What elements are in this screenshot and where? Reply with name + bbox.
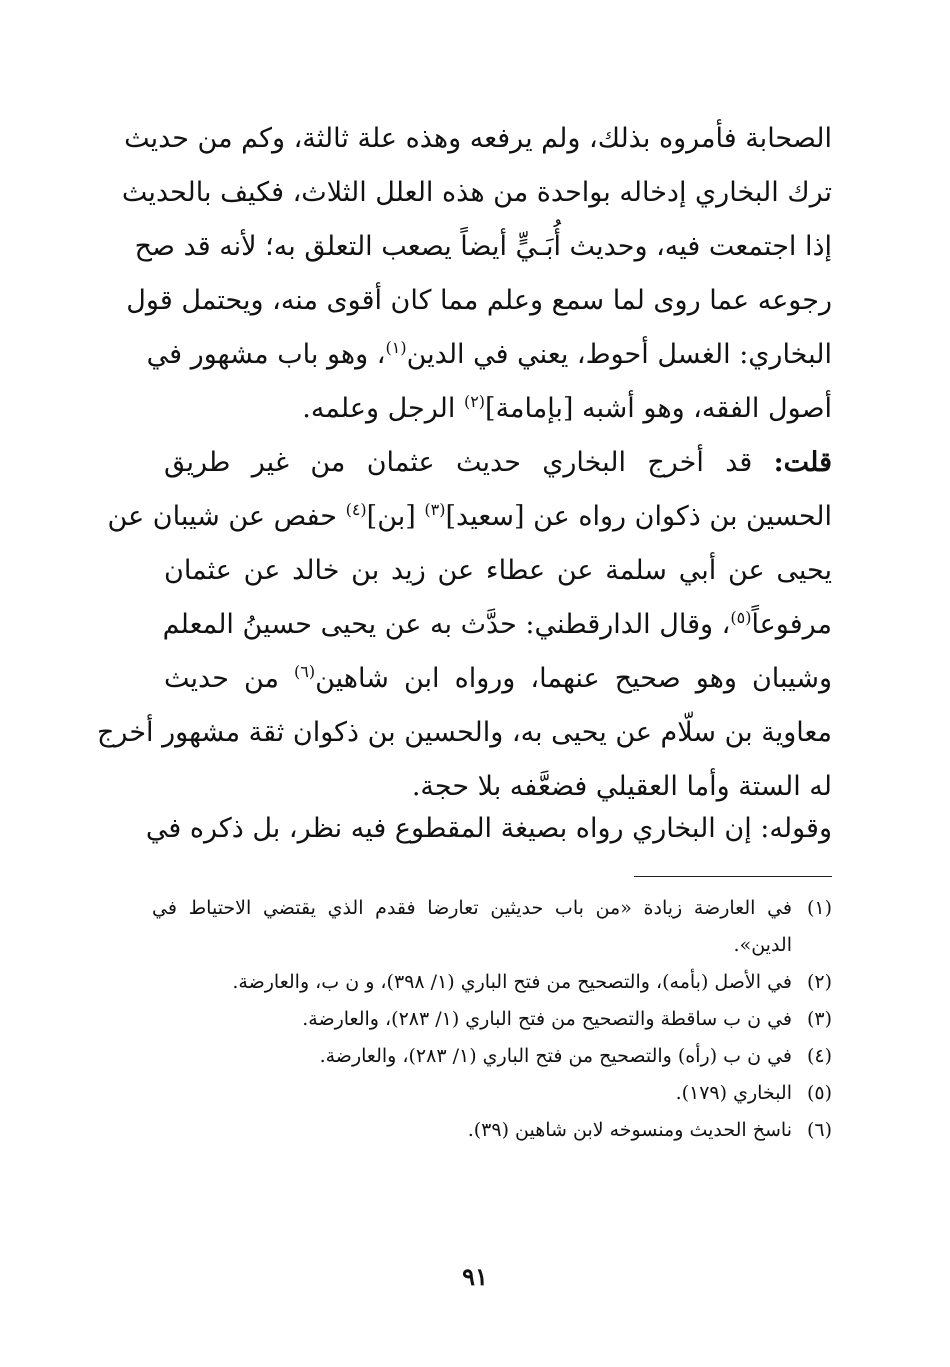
text-run: ، وقال الدارقطني: حدَّث به عن يحيى حسينُ المعلم — [162, 609, 731, 640]
footnote-item — [152, 890, 832, 964]
footnote-item — [152, 1038, 832, 1075]
footnote-ref-3[interactable]: (٣) — [424, 500, 446, 519]
text-run: قد أخرج البخاري حديث عثمان من غير طريق — [164, 447, 774, 478]
text-line: له الستة وأما العقيلي فضعَّفه بلا حجة. — [411, 771, 832, 802]
paragraph-2 — [97, 436, 832, 814]
text-run: الحسين بن ذكوان رواه عن [سعيد] — [445, 501, 832, 532]
footnote-text: في الأصل (بأمه)، والتصحيح من فتح الباري (١/ ٣٩٨)، و ن ب، والعارضة. — [232, 971, 792, 993]
text-line: الصحابة فأمروه بذلك، ولم يرفعه وهذه علة ثالثة، وكم من حديث — [124, 123, 832, 154]
text-run: ، وهو باب مشهور في — [146, 339, 386, 370]
text-line — [164, 652, 832, 706]
footnote-number: (٤) — [806, 1045, 832, 1067]
paragraph-1 — [121, 112, 832, 436]
footnote-divider — [634, 876, 832, 877]
footnote-text: في ن ب (رأه) والتصحيح من فتح الباري (١/ ٢٨٣)، والعارضة. — [319, 1045, 792, 1067]
footnote-number: (٢) — [806, 971, 832, 993]
text-run: حفص عن شيبان عن — [107, 501, 346, 532]
text-run: البخاري: الغسل أحوط، يعني في الدين — [406, 339, 832, 370]
text-line: ترك البخاري إدخاله بواحدة من هذه العلل الثلاث، فكيف بالحديث — [121, 177, 832, 208]
footnote-item — [152, 1075, 832, 1112]
footnote-text: ناسخ الحديث ومنسوخه لابن شاهين (٣٩). — [467, 1119, 792, 1141]
footnote-number: (١) — [806, 897, 832, 919]
footnote-ref-4[interactable]: (٤) — [345, 500, 367, 519]
text-line — [164, 382, 832, 436]
footnote-item — [152, 1001, 832, 1038]
paragraph-3 — [145, 802, 832, 856]
footnote-ref-6[interactable]: (٦) — [294, 662, 316, 681]
text-line: إذا اجتمعت فيه، وحديث أُبَـيٍّ أيضاً يصعب التعلق به؛ لأنه قد صح — [134, 231, 832, 262]
text-run: من حديث — [164, 663, 295, 694]
footnotes — [152, 890, 832, 1149]
paragraph-lead: قلت: — [773, 447, 832, 478]
text-line — [107, 490, 832, 544]
text-line: معاوية بن سلّام عن يحيى به، والحسين بن ذكوان ثقة مشهور أخرج — [97, 717, 832, 748]
footnote-ref-5[interactable]: (٥) — [730, 608, 752, 627]
footnote-number: (٥) — [806, 1082, 832, 1104]
footnote-item — [152, 1112, 832, 1149]
text-line: رجوعه عما روى لما سمع وعلم مما كان أقوى منه، ويحتمل قول — [126, 285, 832, 316]
footnote-number: (٣) — [806, 1008, 832, 1030]
text-run: الرجل وعلمه. — [302, 393, 464, 424]
text-run: وشيبان وهو صحيح عنهما، ورواه ابن شاهين — [315, 663, 832, 694]
page-number: ٩١ — [462, 1262, 488, 1291]
footnote-text: في ن ب ساقطة والتصحيح من فتح الباري (١/ ٢٨٣)، والعارضة. — [302, 1008, 792, 1030]
text-run: مرفوعاً — [751, 609, 832, 640]
text-line: يحيى عن أبي سلمة عن عطاء عن زيد بن خالد عن عثمان — [164, 555, 832, 586]
footnote-number: (٦) — [806, 1119, 832, 1141]
footnote-ref-1[interactable]: (١) — [385, 338, 407, 357]
text-run: أصول الفقه، وهو أشبه [بإمامة] — [485, 393, 832, 424]
footnote-text: في العارضة زيادة «من باب حديثين تعارضا فقدم الذي يقتضي الاحتياط في الدين». — [152, 897, 792, 956]
footnote-item — [152, 964, 832, 1001]
footnote-ref-2[interactable]: (٢) — [463, 392, 486, 411]
text-line — [164, 598, 832, 652]
text-line: وقوله: إن البخاري رواه بصيغة المقطوع فيه نظر، بل ذكره في — [145, 813, 832, 844]
footnote-text: البخاري (١٧٩). — [675, 1082, 792, 1104]
text-run: [بن] — [366, 501, 425, 532]
text-line — [146, 328, 832, 382]
text-line — [164, 436, 832, 490]
